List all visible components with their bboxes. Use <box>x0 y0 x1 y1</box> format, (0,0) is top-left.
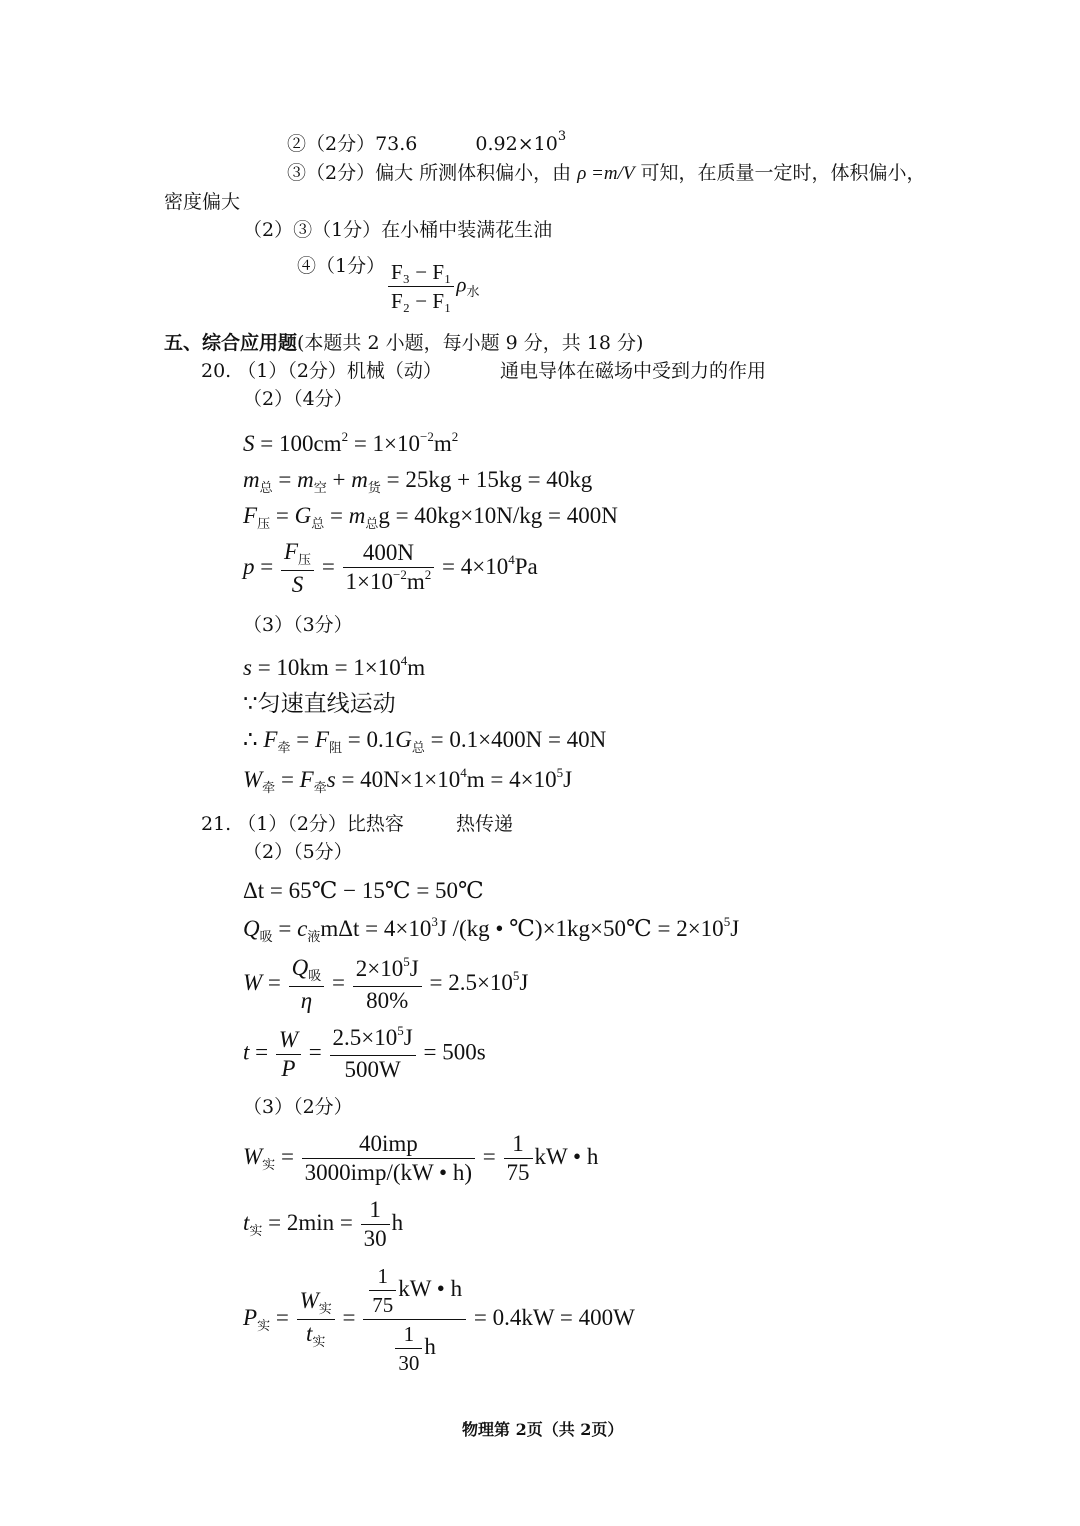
meter-constant: 3000imp/(kW • h) <box>304 1160 473 1185</box>
q21-part-1-answer-a: 21. （1）（2分）比热容 <box>201 813 404 835</box>
sub-resist: 阻 <box>329 741 343 756</box>
time-numerator: 2.5×10 <box>332 1025 398 1050</box>
answer-3-text: ③（2分）偏大 所测体积偏小，由 <box>287 162 572 184</box>
work-eq-b: m = 4×10 <box>466 767 557 792</box>
q20-part-1 <box>201 359 766 383</box>
q20-part-2-label: （2）（4分） <box>243 388 353 410</box>
rho-symbol: ρ <box>456 272 467 297</box>
q21-actual-work-equation: $W_实$ = $\frac{\text{40imp}}{\text{3000imp/(kW • h)}}$ = $\frac{1}{75}$ kW • h <box>243 1131 599 1185</box>
q21-heat-equation: $Q_吸 = c_液m\Delta t = 4\times 10^3J$ /(kg • ℃)×1kg×50℃ = $2\times 10^5J$ <box>243 914 740 945</box>
mass-eq-tail: = 25kg + 15kg = 40kg <box>380 467 593 492</box>
imp-count: 40imp <box>302 1130 475 1159</box>
sub-total: 总 <box>259 481 273 496</box>
q21-actual-time-equation: $t_实 = 2\min$ = $\frac{1}{30}$ h <box>243 1197 404 1251</box>
sub-pull: 牵 <box>277 741 291 756</box>
q20-mass-equation: $m_总 = m_空 + m_货 = 25kg + 15kg = 40kg$ <box>243 467 593 496</box>
answer-2-value: ②（2分）73.6 <box>287 133 418 155</box>
pressure-unit: Pa <box>514 553 538 579</box>
q21-actual-power-equation: $P_实$ = $\frac{W_实}{t_实}$ = $\frac{1}{75}$ kW • h $\frac{1}{30}$ h = 0.4kW = 400W <box>243 1264 635 1375</box>
q20-distance-equation: $s = 10km = 1\times 10^4m$ <box>243 653 426 680</box>
sub-absorb: 吸 <box>259 930 273 945</box>
work-numerator: 2×10 <box>355 955 404 981</box>
traction-eq-tail: = 0.1×400N = 40N <box>424 727 607 752</box>
q21-part-3-label: （3）（2分） <box>243 1096 353 1118</box>
sub-empty: 空 <box>313 481 327 496</box>
q21-temp-equation: Δt = 65℃ − 15℃ = 50℃ <box>243 878 484 903</box>
answer-3-continuation: 密度偏大 <box>164 191 241 213</box>
density-value: 0.92×10 <box>475 133 558 155</box>
q20-force-equation: $F_压 = G_总 = m_总g = 40kg\times 10N/kg = 400N$ <box>243 503 618 532</box>
efficiency-value: 80% <box>366 987 409 1013</box>
step-4-numerator: F₃ − F₁ <box>388 258 454 287</box>
q20-part-3-label: （3）（3分） <box>243 614 353 636</box>
step-4-formula <box>386 258 479 315</box>
force-eq-tail: g = 40kg×10N/kg = 400N <box>378 503 618 528</box>
section-5-note: (本题共 2 小题，每小题 9 分，共 18 分) <box>297 332 644 354</box>
q20-traction-equation: ∴ $F_牵 = F_阻 = 0.1G_总 = 0.1\times 400N = 40N$ <box>243 727 607 756</box>
part-2-step-4-label: ④（1分） <box>297 255 386 277</box>
work-eq-a: = 40N×1×10 <box>335 767 461 792</box>
q20-work-equation: $W_牵 = F_牵s = 40N\times 1\times 10^4m = 4\times 10^5J$ <box>243 765 573 796</box>
sub-goods: 货 <box>367 481 381 496</box>
q20-pressure-equation: p = $\frac{F_压}{S}$ = $\frac{400N}{1\times 10^{-2}m^2}$ = $4\times 10^4Pa$ <box>243 539 538 597</box>
heat-eq-a: mΔt = 4×10 <box>320 916 432 941</box>
q20-uniform-motion: ∵匀速直线运动 <box>243 691 396 717</box>
answer-3-text-cont: 可知，在质量一定时，体积偏小， <box>640 162 926 184</box>
power-value: 500W <box>344 1057 401 1082</box>
q21-electric-work-equation: W = $\frac{Q_吸}{\eta}$ = $\frac{2\times 10^5J}{80\%}$ = $2.5\times 10^5J$ <box>243 953 529 1013</box>
step-4-denominator: F₂ − F₁ <box>391 289 452 313</box>
density-exponent: 3 <box>557 129 567 144</box>
part-2-step-3: （2）③（1分）在小桶中装满花生油 <box>243 219 553 241</box>
sub-press: 压 <box>257 517 271 532</box>
q21-time-equation: t = $\frac{W}{P}$ = $\frac{2.5\times 10^5J}{500W}$ = 500s <box>243 1023 486 1082</box>
q20-part-1-answer-a: 20. （1）（2分）机械（动） <box>201 360 442 382</box>
density-formula: ρ =m/V <box>577 163 635 184</box>
actual-time-eq: = 2min = <box>262 1209 359 1235</box>
q20-part-1-answer-b: 通电导体在磁场中受到力的作用 <box>499 360 766 382</box>
answer-3-line <box>287 161 926 186</box>
section-5-title: 五、综合应用题 <box>164 332 298 354</box>
answer-2-line <box>287 129 567 159</box>
work-unit: kW • h <box>534 1143 599 1169</box>
q21-part-1 <box>201 812 513 836</box>
sub-liquid: 液 <box>307 930 321 945</box>
time-result: = 500s <box>417 1039 486 1065</box>
section-5-heading <box>164 331 643 355</box>
page-footer: 物理第 2页（共 2页） <box>462 1420 624 1439</box>
pressure-numerator: 400N <box>343 539 435 568</box>
pressure-result: = 4×10 <box>436 553 509 579</box>
work-result: = 2.5×10 <box>423 969 513 995</box>
q21-part-1-answer-b: 热传递 <box>455 813 513 835</box>
hour-unit: h <box>391 1209 404 1235</box>
actual-power-result: = 0.4kW = 400W <box>468 1304 635 1330</box>
q21-part-2-label: （2）（5分） <box>243 841 353 863</box>
rho-subscript: 水 <box>466 285 480 301</box>
sub-real: 实 <box>262 1157 276 1173</box>
heat-eq-b: J /(kg • ℃)×1kg×50℃ = 2×10 <box>437 916 724 941</box>
q20-area-equation: $S = 100cm^2 = 1\times 10^{-2}m^2$ <box>243 429 459 456</box>
